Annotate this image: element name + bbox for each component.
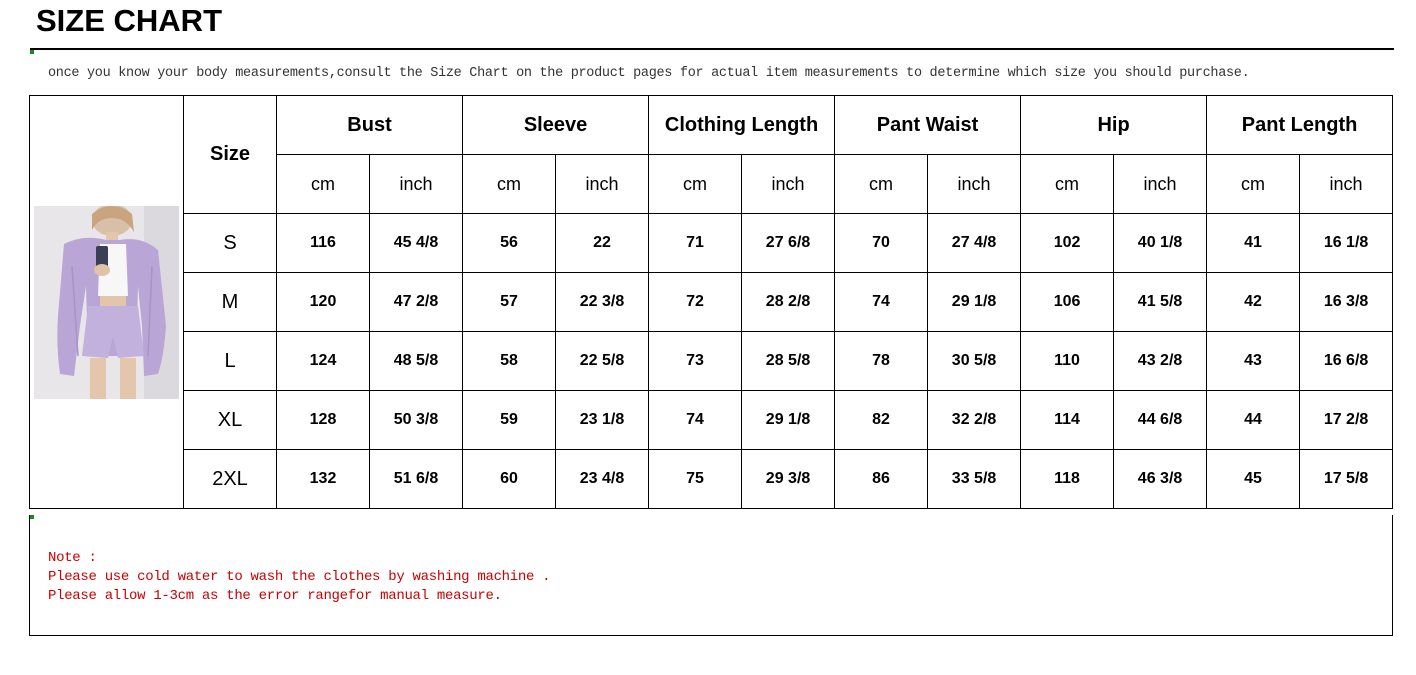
table-cell: 43 xyxy=(1207,332,1300,391)
table-cell: 70 xyxy=(835,214,928,273)
table-cell: 116 xyxy=(277,214,370,273)
table-cell: 22 xyxy=(556,214,649,273)
table-cell: 78 xyxy=(835,332,928,391)
group-header-row xyxy=(30,96,1393,155)
table-cell: 22 5/8 xyxy=(556,332,649,391)
table-cell: 132 xyxy=(277,450,370,509)
clothing-length-header: Clothing Length xyxy=(649,96,835,155)
product-photo xyxy=(34,206,179,399)
table-cell: 23 4/8 xyxy=(556,450,649,509)
size-label: M xyxy=(184,273,277,332)
size-label: XL xyxy=(184,391,277,450)
unit-header: inch xyxy=(1114,155,1207,214)
unit-header: inch xyxy=(1300,155,1393,214)
divider-marker xyxy=(30,50,34,54)
notes-text xyxy=(48,549,550,606)
table-cell: 72 xyxy=(649,273,742,332)
table-cell: 17 5/8 xyxy=(1300,450,1393,509)
table-cell: 110 xyxy=(1021,332,1114,391)
table-cell: 41 xyxy=(1207,214,1300,273)
table-cell: 128 xyxy=(277,391,370,450)
table-cell: 30 5/8 xyxy=(928,332,1021,391)
table-cell: 29 3/8 xyxy=(742,450,835,509)
table-cell: 59 xyxy=(463,391,556,450)
table-cell: 33 5/8 xyxy=(928,450,1021,509)
unit-header: inch xyxy=(370,155,463,214)
note-heading: Note : xyxy=(48,550,97,566)
table-cell: 29 1/8 xyxy=(928,273,1021,332)
note-line: Please allow 1-3cm as the error rangefor manual measure. xyxy=(48,588,502,604)
note-line: Please use cold water to wash the clothes by washing machine . xyxy=(48,569,551,585)
table-cell: 106 xyxy=(1021,273,1114,332)
unit-header: cm xyxy=(463,155,556,214)
table-cell: 44 6/8 xyxy=(1114,391,1207,450)
table-cell: 74 xyxy=(835,273,928,332)
size-label: S xyxy=(184,214,277,273)
table-cell: 32 2/8 xyxy=(928,391,1021,450)
instructions-text: once you know your body measurements,consult the Size Chart on the product pages for actual item measurements to determine which size you should purchase. xyxy=(48,66,1250,81)
table-cell: 56 xyxy=(463,214,556,273)
table-row xyxy=(30,214,1393,273)
table-cell: 57 xyxy=(463,273,556,332)
table-cell: 27 6/8 xyxy=(742,214,835,273)
size-chart-table xyxy=(29,95,1393,509)
unit-header: cm xyxy=(1021,155,1114,214)
unit-header: inch xyxy=(742,155,835,214)
size-column-header: Size xyxy=(184,96,277,214)
table-cell: 29 1/8 xyxy=(742,391,835,450)
table-cell: 17 2/8 xyxy=(1300,391,1393,450)
bust-header: Bust xyxy=(277,96,463,155)
unit-header: inch xyxy=(928,155,1021,214)
table-cell: 51 6/8 xyxy=(370,450,463,509)
table-row xyxy=(30,332,1393,391)
table-cell: 16 1/8 xyxy=(1300,214,1393,273)
unit-header: cm xyxy=(835,155,928,214)
table-cell: 47 2/8 xyxy=(370,273,463,332)
table-cell: 22 3/8 xyxy=(556,273,649,332)
table-cell: 28 2/8 xyxy=(742,273,835,332)
table-row xyxy=(30,450,1393,509)
unit-header: cm xyxy=(277,155,370,214)
model-outfit-image xyxy=(34,206,179,399)
table-cell: 86 xyxy=(835,450,928,509)
table-cell: 42 xyxy=(1207,273,1300,332)
table-cell: 16 3/8 xyxy=(1300,273,1393,332)
title-divider xyxy=(30,48,1394,50)
table-cell: 73 xyxy=(649,332,742,391)
table-cell: 44 xyxy=(1207,391,1300,450)
table-cell: 45 4/8 xyxy=(370,214,463,273)
table-cell: 60 xyxy=(463,450,556,509)
table-cell: 40 1/8 xyxy=(1114,214,1207,273)
table-cell: 50 3/8 xyxy=(370,391,463,450)
unit-header: inch xyxy=(556,155,649,214)
notes-marker xyxy=(30,515,34,519)
table-cell: 23 1/8 xyxy=(556,391,649,450)
table-cell: 118 xyxy=(1021,450,1114,509)
pant-length-header: Pant Length xyxy=(1207,96,1393,155)
table-cell: 114 xyxy=(1021,391,1114,450)
table-row xyxy=(30,391,1393,450)
unit-header: cm xyxy=(649,155,742,214)
table-cell: 28 5/8 xyxy=(742,332,835,391)
size-label: 2XL xyxy=(184,450,277,509)
pant-waist-header: Pant Waist xyxy=(835,96,1021,155)
table-cell: 58 xyxy=(463,332,556,391)
table-cell: 48 5/8 xyxy=(370,332,463,391)
table-cell: 124 xyxy=(277,332,370,391)
table-row xyxy=(30,273,1393,332)
table-cell: 75 xyxy=(649,450,742,509)
table-cell: 27 4/8 xyxy=(928,214,1021,273)
table-cell: 71 xyxy=(649,214,742,273)
table-cell: 16 6/8 xyxy=(1300,332,1393,391)
table-cell: 120 xyxy=(277,273,370,332)
size-label: L xyxy=(184,332,277,391)
table-cell: 46 3/8 xyxy=(1114,450,1207,509)
sleeve-header: Sleeve xyxy=(463,96,649,155)
notes-box xyxy=(29,515,1393,636)
hip-header: Hip xyxy=(1021,96,1207,155)
table-cell: 43 2/8 xyxy=(1114,332,1207,391)
product-photo-cell xyxy=(30,96,184,509)
table-cell: 45 xyxy=(1207,450,1300,509)
unit-header: cm xyxy=(1207,155,1300,214)
table-cell: 74 xyxy=(649,391,742,450)
page-title: SIZE CHART xyxy=(36,3,222,38)
table-cell: 82 xyxy=(835,391,928,450)
table-cell: 41 5/8 xyxy=(1114,273,1207,332)
table-cell: 102 xyxy=(1021,214,1114,273)
